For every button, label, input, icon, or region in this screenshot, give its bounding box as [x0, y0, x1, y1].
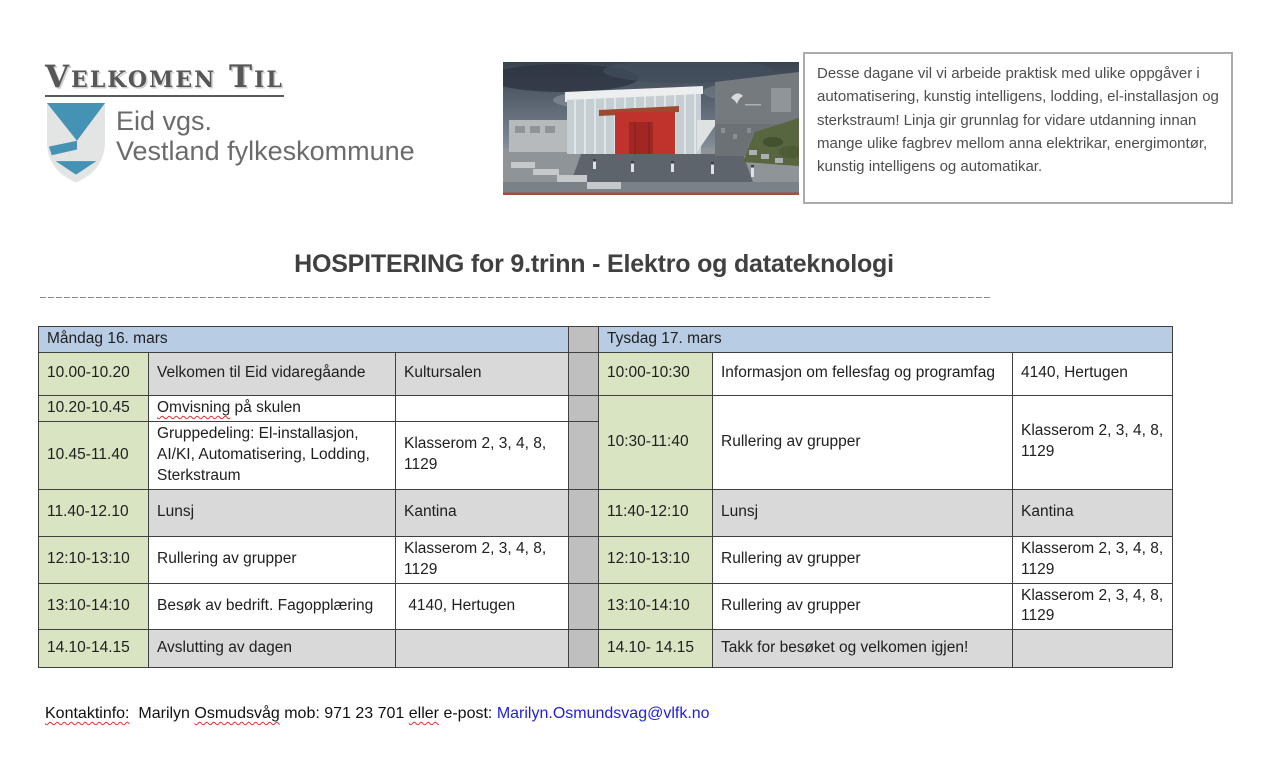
- activity-cell: Informasjon om fellesfag og programfag: [713, 352, 1013, 395]
- time-cell: 10.20-10.45: [39, 395, 149, 421]
- activity-cell: Besøk av bedrift. Fagopplæring: [149, 583, 396, 630]
- contact-word-misspelled: eller: [408, 705, 439, 722]
- school-building-photo: [503, 62, 799, 195]
- contact-label: Kontaktinfo:: [45, 705, 130, 722]
- table-spacer: [569, 583, 599, 630]
- time-cell: 11.40-12.10: [39, 489, 149, 536]
- room-cell: Klasserom 2, 3, 4, 8, 1129: [1013, 583, 1173, 630]
- room-cell: [1013, 630, 1173, 668]
- activity-cell: [149, 395, 396, 421]
- table-spacer: [569, 489, 599, 536]
- contact-line: [45, 705, 710, 723]
- activity-cell: Gruppedeling: El-installasjon, AI/KI, Automatisering, Lodding, Sterkstraum: [149, 421, 396, 489]
- contact-name-misspelled: Osmudsvåg: [194, 705, 280, 722]
- room-cell: Klasserom 2, 3, 4, 8, 1129: [1013, 536, 1173, 583]
- tuesday-day-header: Tysdag 17. mars: [599, 327, 1173, 353]
- title-underline-rule: [40, 297, 992, 298]
- activity-cell: Velkomen til Eid vidaregåande: [149, 352, 396, 395]
- room-cell: Kantina: [1013, 489, 1173, 536]
- time-cell: 13:10-14:10: [599, 583, 713, 630]
- table-spacer: [569, 421, 599, 489]
- contact-phone: mob: 971 23 701: [279, 705, 409, 722]
- activity-cell: Rullering av grupper: [713, 395, 1013, 489]
- room-cell: Klasserom 2, 3, 4, 8, 1129: [396, 536, 569, 583]
- room-cell: Kultursalen: [396, 352, 569, 395]
- room-cell: Klasserom 2, 3, 4, 8, 1129: [396, 421, 569, 489]
- contact-text: Marilyn: [129, 705, 195, 722]
- contact-epost-label: e-post:: [439, 705, 497, 722]
- time-cell: 10.45-11.40: [39, 421, 149, 489]
- activity-cell: Lunsj: [713, 489, 1013, 536]
- activity-cell: Rullering av grupper: [149, 536, 396, 583]
- room-cell: [396, 630, 569, 668]
- room-cell: 4140, Hertugen: [1013, 352, 1173, 395]
- room-cell: 4140, Hertugen: [396, 583, 569, 630]
- table-spacer: [569, 395, 599, 421]
- activity-cell: Takk for besøket og velkomen igjen!: [713, 630, 1013, 668]
- activity-cell: Rullering av grupper: [713, 583, 1013, 630]
- contact-email-link[interactable]: Marilyn.Osmundsvag@vlfk.no: [496, 705, 710, 722]
- room-cell: Klasserom 2, 3, 4, 8, 1129: [1013, 395, 1173, 489]
- room-cell: [396, 395, 569, 421]
- misspelled-word: Omvisning: [157, 398, 231, 416]
- table-spacer: [569, 327, 599, 353]
- activity-cell: Lunsj: [149, 489, 396, 536]
- school-name: Eid vgs.: [116, 106, 213, 136]
- activity-text: på skulen: [230, 398, 301, 416]
- schedule-table: [38, 326, 1173, 668]
- time-cell: 13:10-14:10: [39, 583, 149, 630]
- activity-cell: Rullering av grupper: [713, 536, 1013, 583]
- page-title: HOSPITERING for 9.trinn - Elektro og datateknologi: [294, 250, 894, 278]
- welcome-heading: Velkomen Til: [45, 60, 284, 97]
- monday-day-header: Måndag 16. mars: [39, 327, 569, 353]
- time-cell: 14.10-14.15: [39, 630, 149, 668]
- organization-name: Vestland fylkeskommune: [116, 136, 415, 166]
- activity-cell: Avslutting av dagen: [149, 630, 396, 668]
- table-spacer: [569, 352, 599, 395]
- info-text: Desse dagane vil vi arbeide praktisk med ulike oppgåver i automatisering, kunstig intelligens, lodding, el-installasjon og sterkstraum! Linja gir grunnlag for vidare utdanning innan mange ulike fagbrev mellom anna elektrikar, energimontør, kunstig intelligens og automatikar.: [817, 65, 1219, 175]
- time-cell: 12:10-13:10: [599, 536, 713, 583]
- info-box: [803, 52, 1233, 204]
- time-cell: 12:10-13:10: [39, 536, 149, 583]
- vestland-crest-icon: [45, 102, 107, 182]
- time-cell: 11:40-12:10: [599, 489, 713, 536]
- table-spacer: [569, 536, 599, 583]
- time-cell: 10.00-10.20: [39, 352, 149, 395]
- table-spacer: [569, 630, 599, 668]
- room-cell: Kantina: [396, 489, 569, 536]
- time-cell: 10:00-10:30: [599, 352, 713, 395]
- time-cell: 10:30-11:40: [599, 395, 713, 489]
- time-cell: 14.10- 14.15: [599, 630, 713, 668]
